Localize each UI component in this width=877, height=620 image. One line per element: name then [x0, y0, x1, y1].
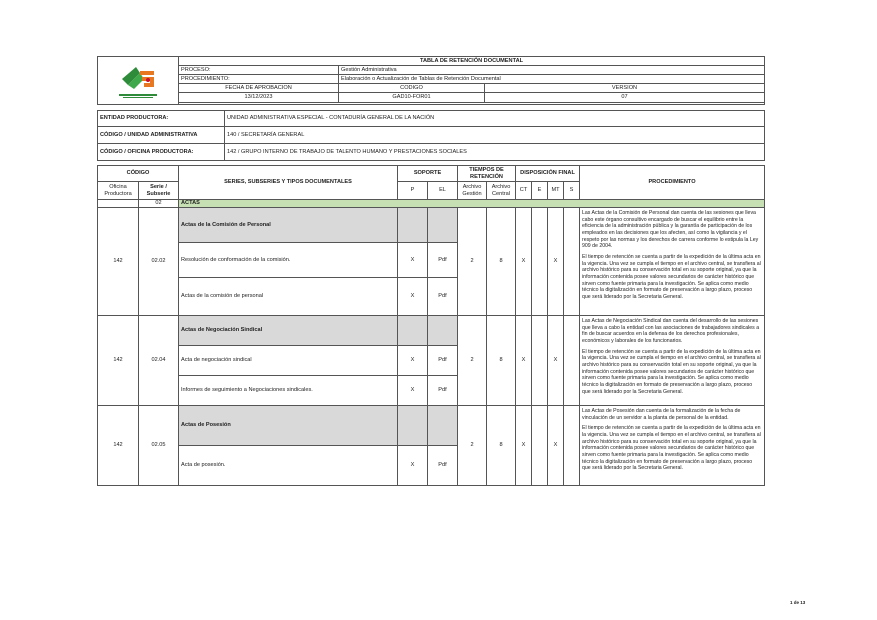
s-value — [564, 406, 580, 486]
procedimiento-text — [580, 406, 765, 486]
document-title: TABLA DE RETENCIÓN DOCUMENTAL — [179, 57, 765, 66]
p-header: P — [398, 182, 428, 200]
version-value: 07 — [485, 93, 765, 103]
oficina-header: Oficina Productora — [98, 182, 139, 200]
soporte-p: X — [398, 446, 428, 486]
mt-value: X — [548, 208, 564, 316]
codigo-header: CÓDIGO — [98, 166, 179, 182]
e-value — [532, 208, 548, 316]
document-type: Actas de la comisión de personal — [179, 278, 398, 316]
soporte-p: X — [398, 243, 428, 278]
mt-header: MT — [548, 182, 564, 200]
procedimiento-description: Las Actas de Posesión dan cuenta de la formalización de la fecha de vinculación de un servidor a la planta de personal de la entidad. — [582, 408, 741, 421]
archivo-gestion-value: 2 — [458, 406, 487, 486]
soporte-el: Pdf — [428, 243, 458, 278]
page-number: 1 de 13 — [790, 600, 806, 605]
subserie-code: 02.05 — [139, 406, 179, 486]
procedimiento-retention: El tiempo de retención se cuenta a partir de la expedición de la última acta en la vigencia. Una vez se cumpla el tiempo en el archivo central, se transfiera al archivo histórico para su conservación total en su soporte original, ya que la información contenida posee valores secundarios de carácter histórico que sirven como fuente primaria para la investigación. Se aplica como medio técnico la digitalización en formato de preservación a largo plazo, proceso que será liderado por la Secretaria General. — [582, 253, 761, 300]
soporte-p: X — [398, 278, 428, 316]
series-row — [98, 200, 765, 208]
archivo-central-value: 8 — [487, 406, 516, 486]
archivo-central-header: Archivo Central — [487, 182, 516, 200]
proceso-value: Gestión Administrativa — [339, 66, 765, 75]
oficina-code: 142 — [98, 208, 139, 316]
table-row — [98, 406, 765, 446]
subserie-name: Actas de Negociación Sindical — [179, 316, 398, 346]
ct-header: CT — [516, 182, 532, 200]
ct-value: X — [516, 316, 532, 406]
soporte-el: Pdf — [428, 446, 458, 486]
e-header: E — [532, 182, 548, 200]
subserie-name: Actas de Posesión — [179, 406, 398, 446]
mt-value: X — [548, 316, 564, 406]
proceso-label: PROCESO: — [179, 66, 339, 75]
procedimiento-description: Las Actas de la Comisión de Personal dan cuenta de las sesiones que lleva cabo este órgano consultivo encargado de buscar el equilibrio entre la eficiencia de la administración pública y la garantía de participación de los empleados en las decisiones que los afecten, así como la vigilancia y el respeto por las normas y los derechos de carrera conforme lo estipula la Ley 909 de 2004. — [582, 210, 759, 250]
procedimiento-retention: El tiempo de retención se cuenta a partir de la expedición de la última acta en la vigencia. Una vez se cumpla el tiempo en el archivo central, se transfiera al archivo histórico para su conservación total en su soporte original, ya que la información contenida posee valores secundarios de carácter histórico que sirven como fuente primaria para la investigación. Se aplica como medio técnico la digitalización en formato de preservación a largo plazo, proceso que será liderado por la Secretaria General. — [582, 348, 761, 395]
e-value — [532, 316, 548, 406]
fecha-label: FECHA DE APROBACION — [179, 84, 339, 93]
codigo-label: CODIGO — [339, 84, 485, 93]
soporte-el: Pdf — [428, 346, 458, 376]
document-type: Resolución de conformación de la comisión. — [179, 243, 398, 278]
ct-value: X — [516, 208, 532, 316]
logo-cell — [98, 57, 179, 105]
series-code: 02 — [139, 200, 179, 208]
procedimiento-text — [580, 316, 765, 406]
version-label: VERSION — [485, 84, 765, 93]
ct-value: X — [516, 406, 532, 486]
procedimiento-retention: El tiempo de retención se cuenta a partir de la expedición de la última acta en la vigencia. Una vez se cumpla el tiempo en el archivo central, se transfiera al archivo histórico para su conservación total en su soporte original, ya que la información contenida posee valores secundarios de carácter histórico que sirven como fuente primaria para la investigación. Se aplica como medio técnico la digitalización en formato de preservación a largo plazo, proceso que será liderado por la Secretaria General. — [582, 425, 761, 472]
unidad-label: CÓDIGO / UNIDAD ADMINISTRATIVA — [98, 127, 225, 144]
codigo-value: GAD10-FOR01 — [339, 93, 485, 103]
trd-table — [97, 165, 765, 486]
document-type: Acta de negociación sindical — [179, 346, 398, 376]
entidad-label: ENTIDAD PRODUCTORA: — [98, 111, 225, 127]
disposicion-header: DISPOSICIÓN FINAL — [516, 166, 580, 182]
procedimiento-header: PROCEDIMIENTO — [580, 166, 765, 200]
soporte-p: X — [398, 376, 428, 406]
header-table — [97, 56, 765, 105]
series-name: ACTAS — [179, 200, 765, 208]
soporte-el: Pdf — [428, 376, 458, 406]
s-value — [564, 208, 580, 316]
archivo-gestion-value: 2 — [458, 316, 487, 406]
unidad-value: 140 / SECRETARÍA GENERAL — [225, 127, 765, 144]
archivo-central-value: 8 — [487, 208, 516, 316]
el-header: EL — [428, 182, 458, 200]
entidad-value: UNIDAD ADMINISTRATIVA ESPECIAL - CONTADURÍA GENERAL DE LA NACIÓN — [225, 111, 765, 127]
serie-header: Serie / Subserie — [139, 182, 179, 200]
subserie-code: 02.04 — [139, 316, 179, 406]
entity-table — [97, 110, 765, 161]
mt-value: X — [548, 406, 564, 486]
document-type: Informes de seguimiento a Negociaciones sindicales. — [179, 376, 398, 406]
procedimiento-value: Elaboración o Actualización de Tablas de Retención Documental — [339, 75, 765, 84]
soporte-el: Pdf — [428, 278, 458, 316]
e-value — [532, 406, 548, 486]
contaduria-logo-icon — [118, 63, 158, 93]
archivo-gestion-header: Archivo Gestión — [458, 182, 487, 200]
procedimiento-description: Las Actas de Negociación Sindical dan cuenta del desarrollo de las sesiones que lleva a cabo la entidad con las asociaciones de trabajadores sindicales a fin de buscar acuerdos en la defensa de los derechos profesionales, económicos y laborales de los funcionarios. — [582, 318, 760, 344]
subserie-name: Actas de la Comisión de Personal — [179, 208, 398, 243]
s-value — [564, 316, 580, 406]
logo — [100, 63, 176, 98]
procedimiento-label: PROCEDIMIENTO: — [179, 75, 339, 84]
tiempos-header: TIEMPOS DE RETENCIÓN — [458, 166, 516, 182]
table-row — [98, 316, 765, 346]
oficina-label: CÓDIGO / OFICINA PRODUCTORA: — [98, 144, 225, 161]
archivo-central-value: 8 — [487, 316, 516, 406]
series-header: SERIES, SUBSERIES Y TIPOS DOCUMENTALES — [179, 166, 398, 200]
table-row — [98, 208, 765, 243]
fecha-value: 13/12/2023 — [179, 93, 339, 103]
oficina-code: 142 — [98, 316, 139, 406]
subserie-code: 02.02 — [139, 208, 179, 316]
procedimiento-text — [580, 208, 765, 316]
soporte-header: SOPORTE — [398, 166, 458, 182]
soporte-p: X — [398, 346, 428, 376]
oficina-code: 142 — [98, 406, 139, 486]
s-header: S — [564, 182, 580, 200]
document-type: Acta de posesión. — [179, 446, 398, 486]
oficina-value: 142 / GRUPO INTERNO DE TRABAJO DE TALENTO HUMANO Y PRESTACIONES SOCIALES — [225, 144, 765, 161]
archivo-gestion-value: 2 — [458, 208, 487, 316]
